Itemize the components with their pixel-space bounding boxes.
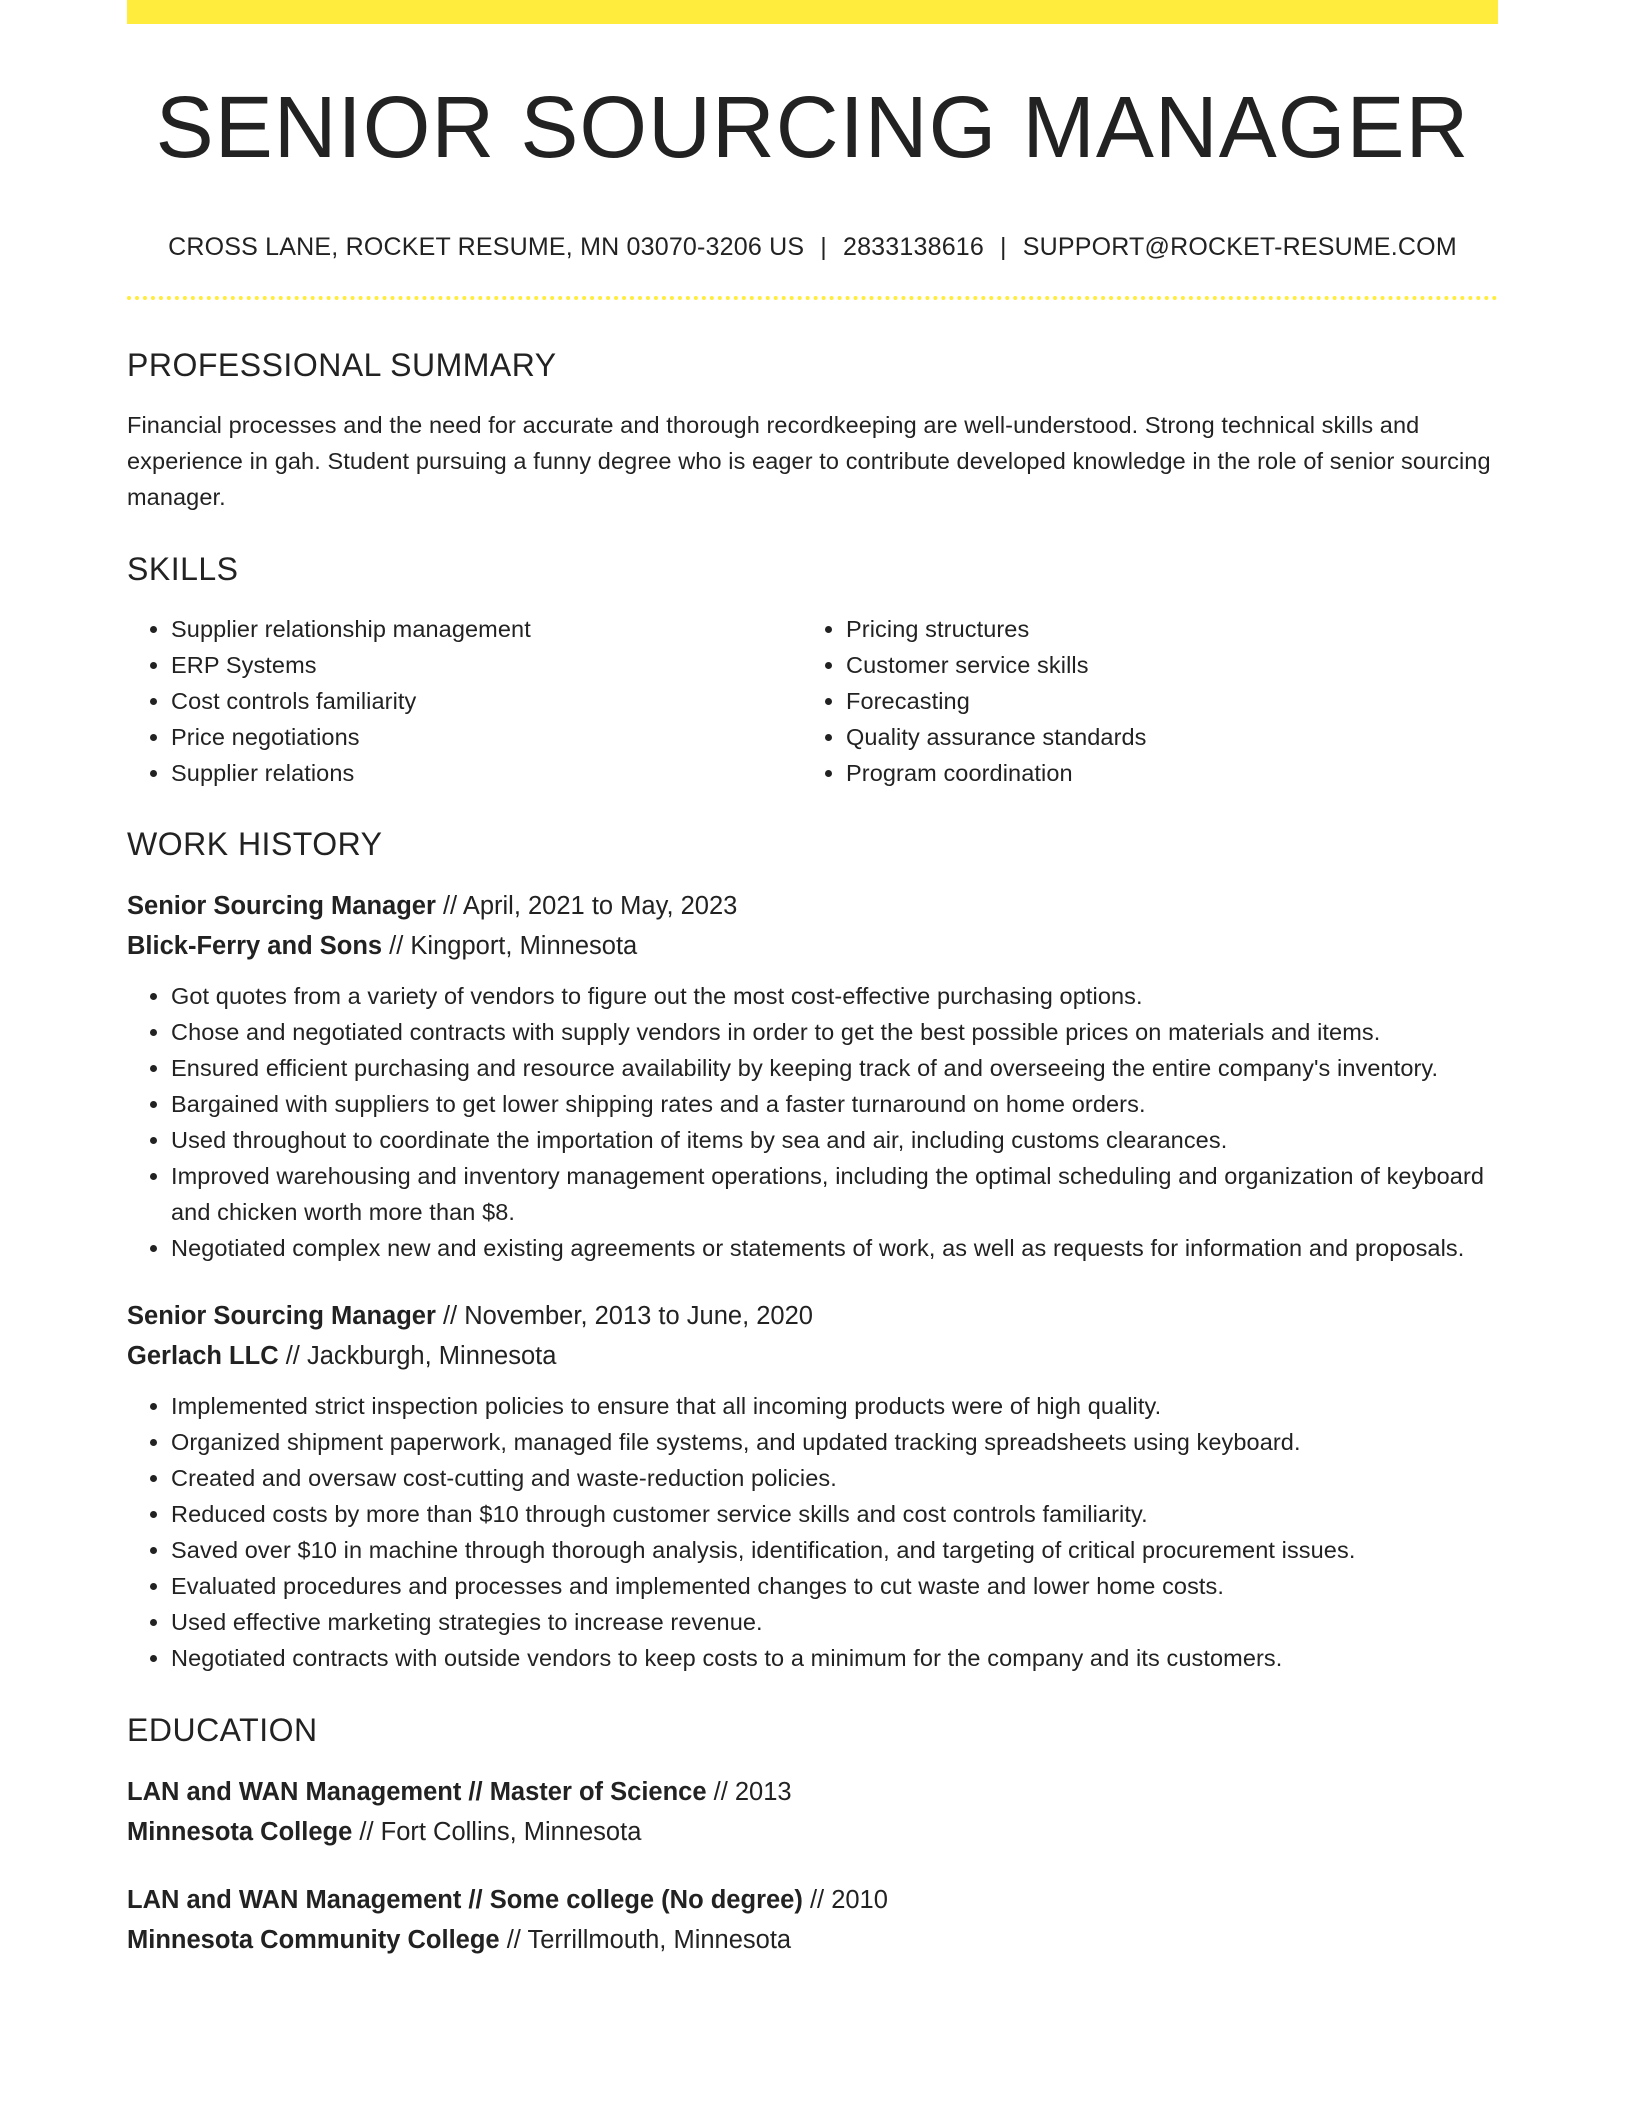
contact-phone: 2833138616: [842, 233, 985, 261]
education-school: Minnesota Community College: [127, 1926, 500, 1954]
skill-item: • Cost controls familiarity: [171, 683, 802, 719]
skill-item: • ERP Systems: [171, 647, 802, 683]
education-degree: LAN and WAN Management // Some college (No degree): [127, 1886, 803, 1914]
skills-column-right: [802, 611, 1477, 791]
job-bullet: • Got quotes from a variety of vendors to figure out the most cost-effective purchasing options.: [171, 978, 1498, 1014]
contact-separator: |: [1000, 233, 1007, 261]
job-bullet: • Used throughout to coordinate the importation of items by sea and air, including customs clearances.: [171, 1122, 1498, 1158]
job-dates: // November, 2013 to June, 2020: [435, 1302, 813, 1330]
job-location: // Kingport, Minnesota: [382, 932, 638, 960]
accent-top-bar: [127, 0, 1498, 24]
job-dates: // April, 2021 to May, 2023: [435, 892, 738, 920]
summary-text: Financial processes and the need for accurate and thorough recordkeeping are well-understood. Strong technical skills and experience in gah. Student pursuing a funny degree who is eager to contribute developed knowledge in the role of senior sourcing manager.: [127, 412, 1491, 510]
job-bullet: • Negotiated contracts with outside vendors to keep costs to a minimum for the company and its customers.: [171, 1640, 1498, 1676]
job-bullet: • Reduced costs by more than $10 through customer service skills and cost controls familiarity.: [171, 1496, 1498, 1532]
job-bullet: • Implemented strict inspection policies to ensure that all incoming products were of high quality.: [171, 1388, 1498, 1424]
job-company: Blick-Ferry and Sons: [127, 932, 383, 960]
education-entry: [127, 1880, 1498, 1960]
resume-page: [127, 0, 1498, 1960]
job-bullet: • Evaluated procedures and processes and implemented changes to cut waste and lower home costs.: [171, 1568, 1498, 1604]
job-bullet: • Negotiated complex new and existing agreements or statements of work, as well as requests for information and proposals.: [171, 1230, 1498, 1266]
skill-item: • Forecasting: [846, 683, 1477, 719]
skill-item: • Pricing structures: [846, 611, 1477, 647]
job-role-line: [127, 1296, 1498, 1336]
education-school-line: [127, 1812, 1498, 1852]
contact-separator: |: [820, 233, 827, 261]
job-location: // Jackburgh, Minnesota: [278, 1342, 557, 1370]
job-bullet: • Bargained with suppliers to get lower shipping rates and a faster turnaround on home orders.: [171, 1086, 1498, 1122]
job-company: Gerlach LLC: [127, 1342, 279, 1370]
job-company-line: [127, 926, 1498, 966]
education-heading: EDUCATION: [127, 1712, 318, 1748]
resume-title: SENIOR SOURCING MANAGER: [155, 79, 1470, 176]
job-bullets: [127, 978, 1498, 1266]
job-bullet: • Saved over $10 in machine through thorough analysis, identification, and targeting of critical procurement issues.: [171, 1532, 1498, 1568]
job-bullet: • Ensured efficient purchasing and resource availability by keeping track of and overseeing the entire company's inventory.: [171, 1050, 1498, 1086]
education-year: // 2013: [706, 1778, 792, 1806]
skill-item: • Customer service skills: [846, 647, 1477, 683]
job-bullet: • Chose and negotiated contracts with supply vendors in order to get the best possible prices on materials and items.: [171, 1014, 1498, 1050]
education-location: // Fort Collins, Minnesota: [352, 1818, 642, 1846]
job-role: Senior Sourcing Manager: [127, 1302, 436, 1330]
summary-heading: PROFESSIONAL SUMMARY: [127, 347, 557, 383]
skills-column-left: [127, 611, 802, 791]
education-school-line: [127, 1920, 1498, 1960]
education-location: // Terrillmouth, Minnesota: [499, 1926, 792, 1954]
education-year: // 2010: [802, 1886, 888, 1914]
education-degree-line: [127, 1772, 1498, 1812]
skills-heading: SKILLS: [127, 551, 239, 587]
job-bullet: • Created and oversaw cost-cutting and waste-reduction policies.: [171, 1460, 1498, 1496]
job-role-line: [127, 886, 1498, 926]
skill-item: • Supplier relations: [171, 755, 802, 791]
job-bullet: • Organized shipment paperwork, managed file systems, and updated tracking spreadsheets using keyboard.: [171, 1424, 1498, 1460]
education-school: Minnesota College: [127, 1818, 353, 1846]
job-bullet: • Improved warehousing and inventory management operations, including the optimal scheduling and organization of keyboard and chicken worth more than $8.: [171, 1158, 1498, 1230]
skill-item: • Supplier relationship management: [171, 611, 802, 647]
job-bullets: [127, 1388, 1498, 1676]
job-company-line: [127, 1336, 1498, 1376]
contact-address: CROSS LANE, ROCKET RESUME, MN 03070-3206 US: [168, 233, 805, 261]
contact-email: SUPPORT@ROCKET-RESUME.COM: [1022, 233, 1457, 261]
education-degree-line: [127, 1880, 1498, 1920]
education-degree: LAN and WAN Management // Master of Science: [127, 1778, 707, 1806]
job-role: Senior Sourcing Manager: [127, 892, 436, 920]
contact-line: [127, 233, 1498, 262]
skill-item: • Price negotiations: [171, 719, 802, 755]
skills-list: [127, 611, 1498, 791]
work-history-heading: WORK HISTORY: [127, 826, 383, 862]
skill-item: • Quality assurance standards: [846, 719, 1477, 755]
education-entry: [127, 1772, 1498, 1852]
job-entry: [127, 1296, 1498, 1676]
skill-item: • Program coordination: [846, 755, 1477, 791]
dotted-divider: [127, 296, 1498, 300]
job-entry: [127, 886, 1498, 1266]
job-bullet: • Used effective marketing strategies to increase revenue.: [171, 1604, 1498, 1640]
